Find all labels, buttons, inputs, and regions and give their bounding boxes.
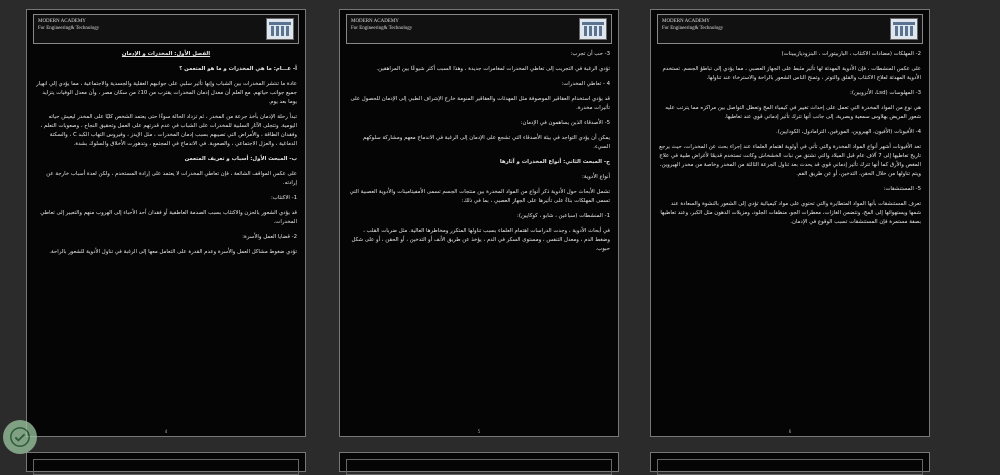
academy-name: MODERN ACADEMY [662,19,710,24]
document-page[interactable] [650,9,930,437]
section-heading: ج- المبحث الثاني: أنواع المخدرات و آثارها [499,159,610,165]
academy-subtitle: For Engineering& Technology [38,26,100,31]
paragraph: 2- قضايا العمل والأسرة: [242,234,297,240]
paragraph: تؤدي الرغبة في التجريب إلى تعاطي المخدرات لمغامرات جديدة ، وهذا السبب أكثر شيوعًا بين المراهقين. [376,66,610,72]
paragraph: قد يؤدي استخدام العقاقير الموصوفة مثل المهدئات والعقاقير المنومة خارج الإشراف الطبي إلى الإدمان للحصول على تأثيرات مخدرة. [350,96,610,111]
chapter-title: الفصل الأول: المخدرات و الإدمان [121,51,211,57]
paragraph: هي نوع من المواد المخدرة التي تعمل على إحداث تغيير في كيمياء المخ وتعطل التواصل بين مراكزه مما يترتب عليه شعور المريض بهلاوس سمعية وبصرية، إلى جانب أنها تترك تأثير إدماني قوي عند تعاطيها. [665,105,921,120]
paragraph: 1- المنشطات (سباعين ، شابو ، كوكايين): [517,213,610,219]
header-text [38,18,99,32]
check-icon [9,426,31,448]
paragraph: 4 - تعاطي المخدرات: [561,81,610,87]
paragraph: تشمل الأبحاث حول الأدوية ذكر أنواع من المواد المخدرة بين منتجات الجسم تسمى الأمفيتامينات والأدوية العصبية التي تسمى المهلكات بناءً على تأثيرها على الجهاز العصبي ، بما في ذلك: [349,189,610,204]
paragraph: في أبحاث الأدوية ، وجدت الدراسات اهتمام العلماء بسبب تناولها المتكرر ومخاطرها العالية. مثل ضربات القلب ، وضغط الدم ، ومعدل التنفس ، ومستوى السكر في الدم ، يؤخذ عن طريق الأنف أو التدخين ، أو الحقن ، أو على شكل حبوب. [351,228,610,252]
paragraph: 1- الاكتئاب: [270,195,297,201]
next-page-preview[interactable] [26,452,306,472]
page-number: 6 [788,429,792,434]
page-body [659,50,921,233]
grammar-checker-icon[interactable] [3,420,37,454]
header-text [351,18,412,32]
paragraph: 5- الأصدقاء الذين يساهمون في الإدمان: [520,120,610,126]
paragraph: تعرف المستنشقات بأنها المواد المتطايرة والتي تحتوي على مواد كيميائية تؤدي إلى الشعور بالنشوة والسعادة عند شمها ويستهوائها إلى المخ، وتتضمن الغازات، معطرات الجو، منظفات الجلود، ومزيلات الدهون مثل الكبر، وعند تعاطيها بصفة مستمرة فإن المستنشقات تسبب الوقوع في الإدمان. [660,201,921,225]
page-header [657,14,923,44]
paragraph: 3- المهلوسات (Lsd، الأتروبين): [850,90,921,96]
paragraph: أنواع الأدوية: [582,174,610,180]
page-number: 5 [477,429,481,434]
paragraph: 2- المهلكات (مضادات الاكتئاب ، الباربيتورات ، البنزوديازيبينات) [781,51,921,57]
next-page-preview[interactable] [339,452,619,472]
section-heading: ب- المبحث الأول: أسباب و تعريف المتعمن [184,156,297,162]
next-page-preview[interactable] [650,452,930,472]
header-text [662,18,723,32]
academy-name: MODERN ACADEMY [351,19,399,24]
paragraph: 4- الأفيونات (الأفيون، الهيروين، المورفين، الترامادول، الكودايين). [776,129,921,135]
academy-name: MODERN ACADEMY [38,19,86,24]
page-body [35,50,297,263]
paragraph: تؤدي ضغوط مشاكل العمل والأسرة وعدم القدرة على التعامل معها إلى الرغبة في تناول الأدوية للشعور بالراحة. [49,249,297,255]
page-body [348,50,610,260]
academy-logo-icon [890,18,918,40]
document-page[interactable] [26,9,306,437]
academy-subtitle: For Engineering& Technology [351,26,413,31]
paragraph: تبدأ رحلة الإدمان بأخذ جرعة من المخدر ، ثم تزداد الحالة سوءًا حتى يعتمد الشخص كليًا على المخدر ليعيش حياته اليومية. وتتجلى الآثار السلبية للمخدرات على الشباب في عدم قدرتهم على العمل وتحقيق النجاح ، وصعوبات التعلم ، وفقدان الطاقة ، والأمراض التي تصيبهم بسبب إدمان المخدرات ، مثل الإيدز ، وفيروس التهاب الكبد C ، والسكتة الدماغية ، والعزل الاجتماعي ، والصعوبة. في الاندماج في المجتمع ، وتدهورت الأخلاق والسلوك بشدة. [40,114,297,147]
page-header [33,14,299,44]
page-header [346,14,612,44]
document-page[interactable] [339,9,619,437]
paragraph: على عكس المنشطات ، فإن الأدوية المهدئة لها تأثير مثبط على الجهاز العصبي ، مما يؤدي إلى تباطؤ الجسم. تستخدم الأدوية المهدئة لعلاج الاكتئاب والقلق والتوتر ، وتمنح الناس الشعور بالراحة والاسترخاء عند تناولها. [662,66,921,81]
paragraph: قد يؤدي الشعور بالحزن والاكتئاب بسبب الصدمة العاطفية أو فقدان أحد الأحباء إلى الهروب منهم والتعبير إلى تعاطي المخدرات. [40,210,297,225]
paragraph: تعد الأفيونات أشهر أنواع المواد المخدرة والتي تأتي في أولوية اهتمام العلماء عند إجراء بحث عن المخدرات، حيث يرجع تاريخ تعاطيها إلى 7 آلاف عام قبل الميلاد والتي تشتق من نبات الخشخاش وكانت تستخدم قديمًا لأغراض طبية في علاج المغص والأرق كما أنها تترك تأثير إدماني قوي قد يحدث بعد تناول الجرعة الثالثة من المخدر وخاصة من مخدر الهيروين، ويتم تناولها من خلال الحقن، التدخين، أو عن طريق الفم. [659,144,921,177]
paragraph: 3- حب أن تجرب: [570,51,610,57]
academy-subtitle: For Engineering& Technology [662,26,724,31]
paragraph: على عكس المواقف الشائعة ، فإن تعاطي المخدرات لا يعتمد على إرادة المستخدم ، ولكن لعدة أسباب خارجة عن إرادته. [46,171,297,186]
section-heading: أ- عـــام: ما هي المخدرات و ما هو المتعمن ؟ [179,66,297,72]
academy-logo-icon [266,18,294,40]
academy-logo-icon [579,18,607,40]
paragraph: 5- المستنشقات: [883,186,921,192]
paragraph: يمكن أن يؤدي التواجد في بيئة الأصدقاء التي تشجع على الإدمان إلى الرغبة في الاندماج معهم ومشاركة سلوكهم السيء. [362,135,610,150]
paragraph: عادة ما تنتشر المخدرات بين الشباب وإنها تأثير سلبي على جوانبهم العقلية والجسدية والاجتماعية ، مما يؤدي إلي انهيار جميع جوانب حياتهم. مع العلم أن معدل إدمان المخدرات يقترب من 10٪ من سكان مصر ، وأن معدل الوفيات يتزايد يوما بعد يوم. [36,81,297,105]
page-number: 4 [164,429,168,434]
